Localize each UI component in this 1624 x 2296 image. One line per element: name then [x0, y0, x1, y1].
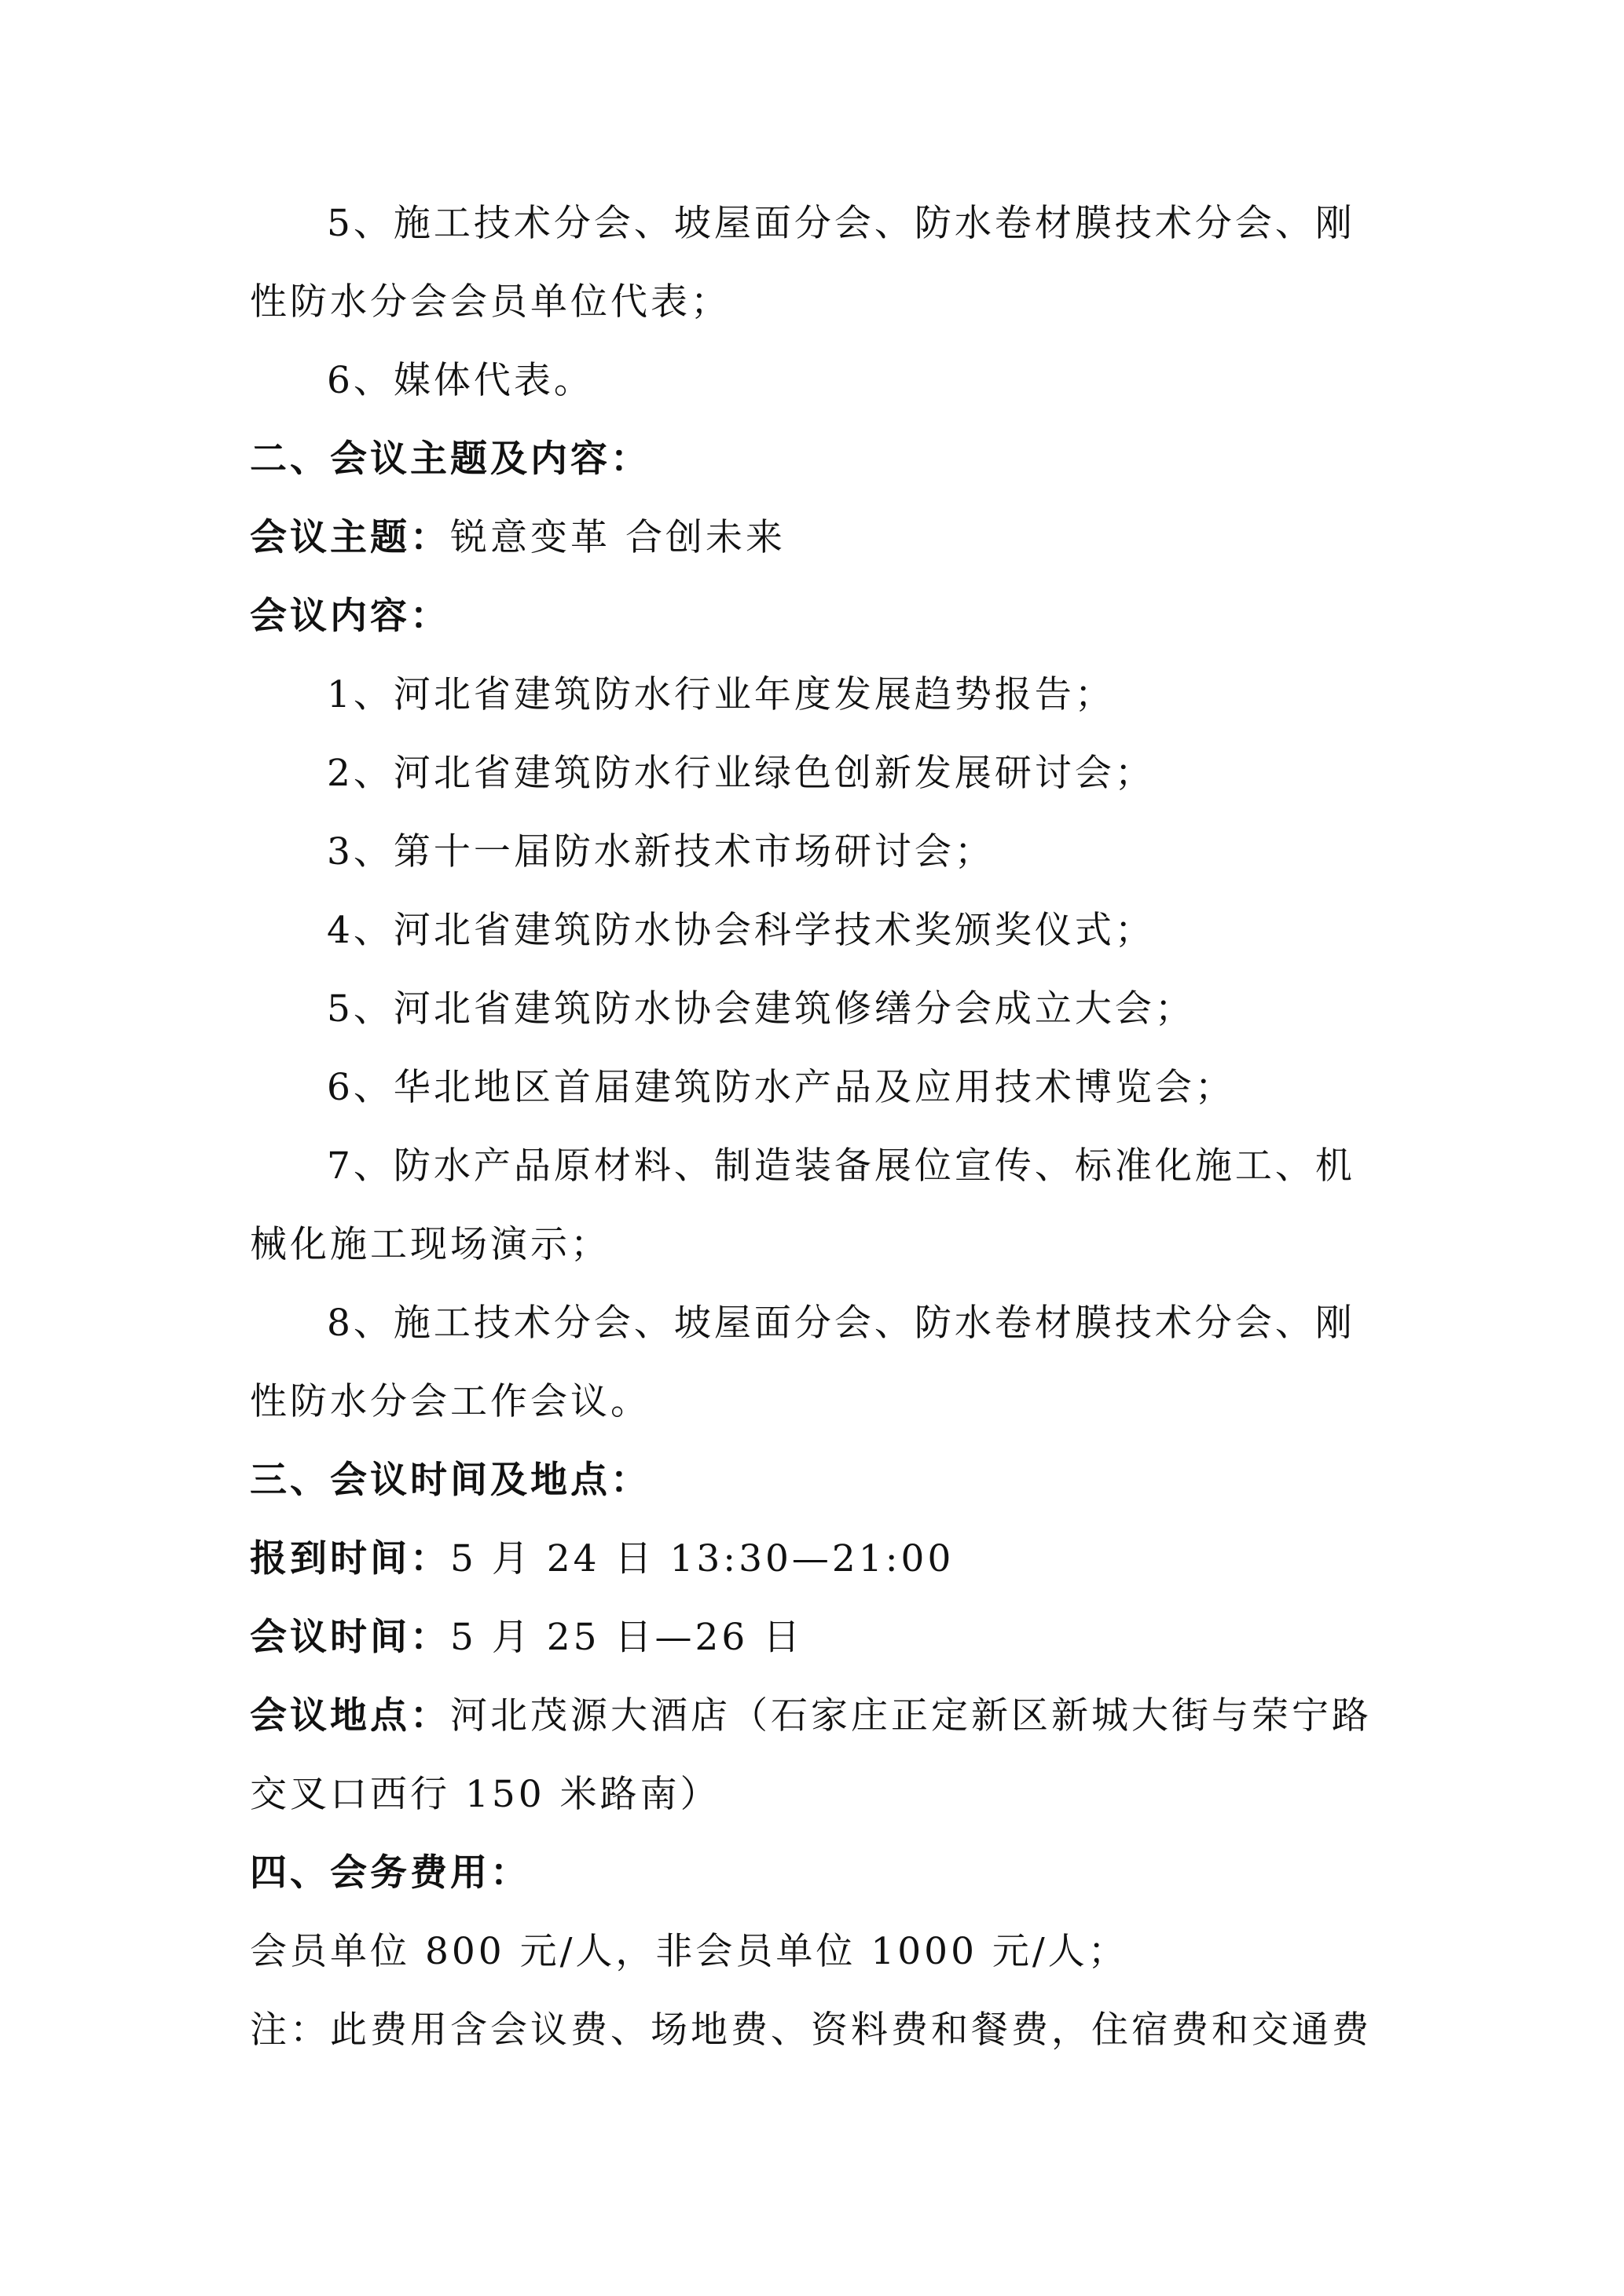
- venue-row: [250, 1693, 1389, 1740]
- content-item-8-line2: 性防水分会工作会议。: [250, 1380, 651, 1423]
- theme-value: 锐意变革 合创未来: [450, 516, 786, 559]
- venue-label: 会议地点：: [250, 1694, 450, 1738]
- meeting-time-value: 5 月 25 日—26 日: [450, 1616, 804, 1659]
- content-label: 会议内容：: [250, 595, 450, 638]
- fee-line: 会员单位 800 元/人，非会员单位 1000 元/人；: [250, 1930, 1128, 1973]
- theme-row: [250, 514, 1389, 562]
- content-item-7-line1: 7、防水产品原材料、制造装备展位宣传、标准化施工、机: [327, 1144, 1355, 1188]
- content-item-2: 2、河北省建筑防水行业绿色创新发展研讨会；: [327, 752, 1155, 795]
- participant-item-5-line2: 性防水分会会员单位代表；: [250, 280, 731, 324]
- checkin-row: [250, 1536, 1389, 1583]
- content-item-8-line1: 8、施工技术分会、坡屋面分会、防水卷材膜技术分会、刚: [327, 1302, 1355, 1345]
- content-item-3: 3、第十一届防水新技术市场研讨会；: [327, 830, 995, 873]
- section-2-heading: 二、会议主题及内容：: [250, 438, 651, 481]
- meeting-time-row: [250, 1614, 1389, 1661]
- checkin-label: 报到时间：: [250, 1537, 450, 1580]
- content-item-1: 1、河北省建筑防水行业年度发展趋势报告；: [327, 673, 1115, 716]
- participant-item-5-line1: 5、施工技术分会、坡屋面分会、防水卷材膜技术分会、刚: [327, 202, 1355, 245]
- participant-item-6: 6、媒体代表。: [327, 359, 594, 402]
- venue-value-line2: 交叉口西行 150 米路南）: [250, 1773, 720, 1816]
- fee-note: 注：此费用含会议费、场地费、资料费和餐费，住宿费和交通费: [250, 2009, 1372, 2052]
- content-item-5: 5、河北省建筑防水协会建筑修缮分会成立大会；: [327, 987, 1195, 1031]
- venue-value-line1: 河北茂源大酒店（石家庄正定新区新城大街与荣宁路: [450, 1694, 1372, 1738]
- section-4-heading: 四、会务费用：: [250, 1851, 530, 1895]
- meeting-time-label: 会议时间：: [250, 1616, 450, 1659]
- section-3-heading: 三、会议时间及地点：: [250, 1459, 651, 1502]
- content-item-6: 6、华北地区首届建筑防水产品及应用技术博览会；: [327, 1066, 1235, 1109]
- checkin-value: 5 月 24 日 13:30—21:00: [450, 1537, 955, 1580]
- content-item-4: 4、河北省建筑防水协会科学技术奖颁奖仪式；: [327, 909, 1155, 952]
- content-item-7-line2: 械化施工现场演示；: [250, 1223, 610, 1266]
- theme-label: 会议主题：: [250, 516, 450, 559]
